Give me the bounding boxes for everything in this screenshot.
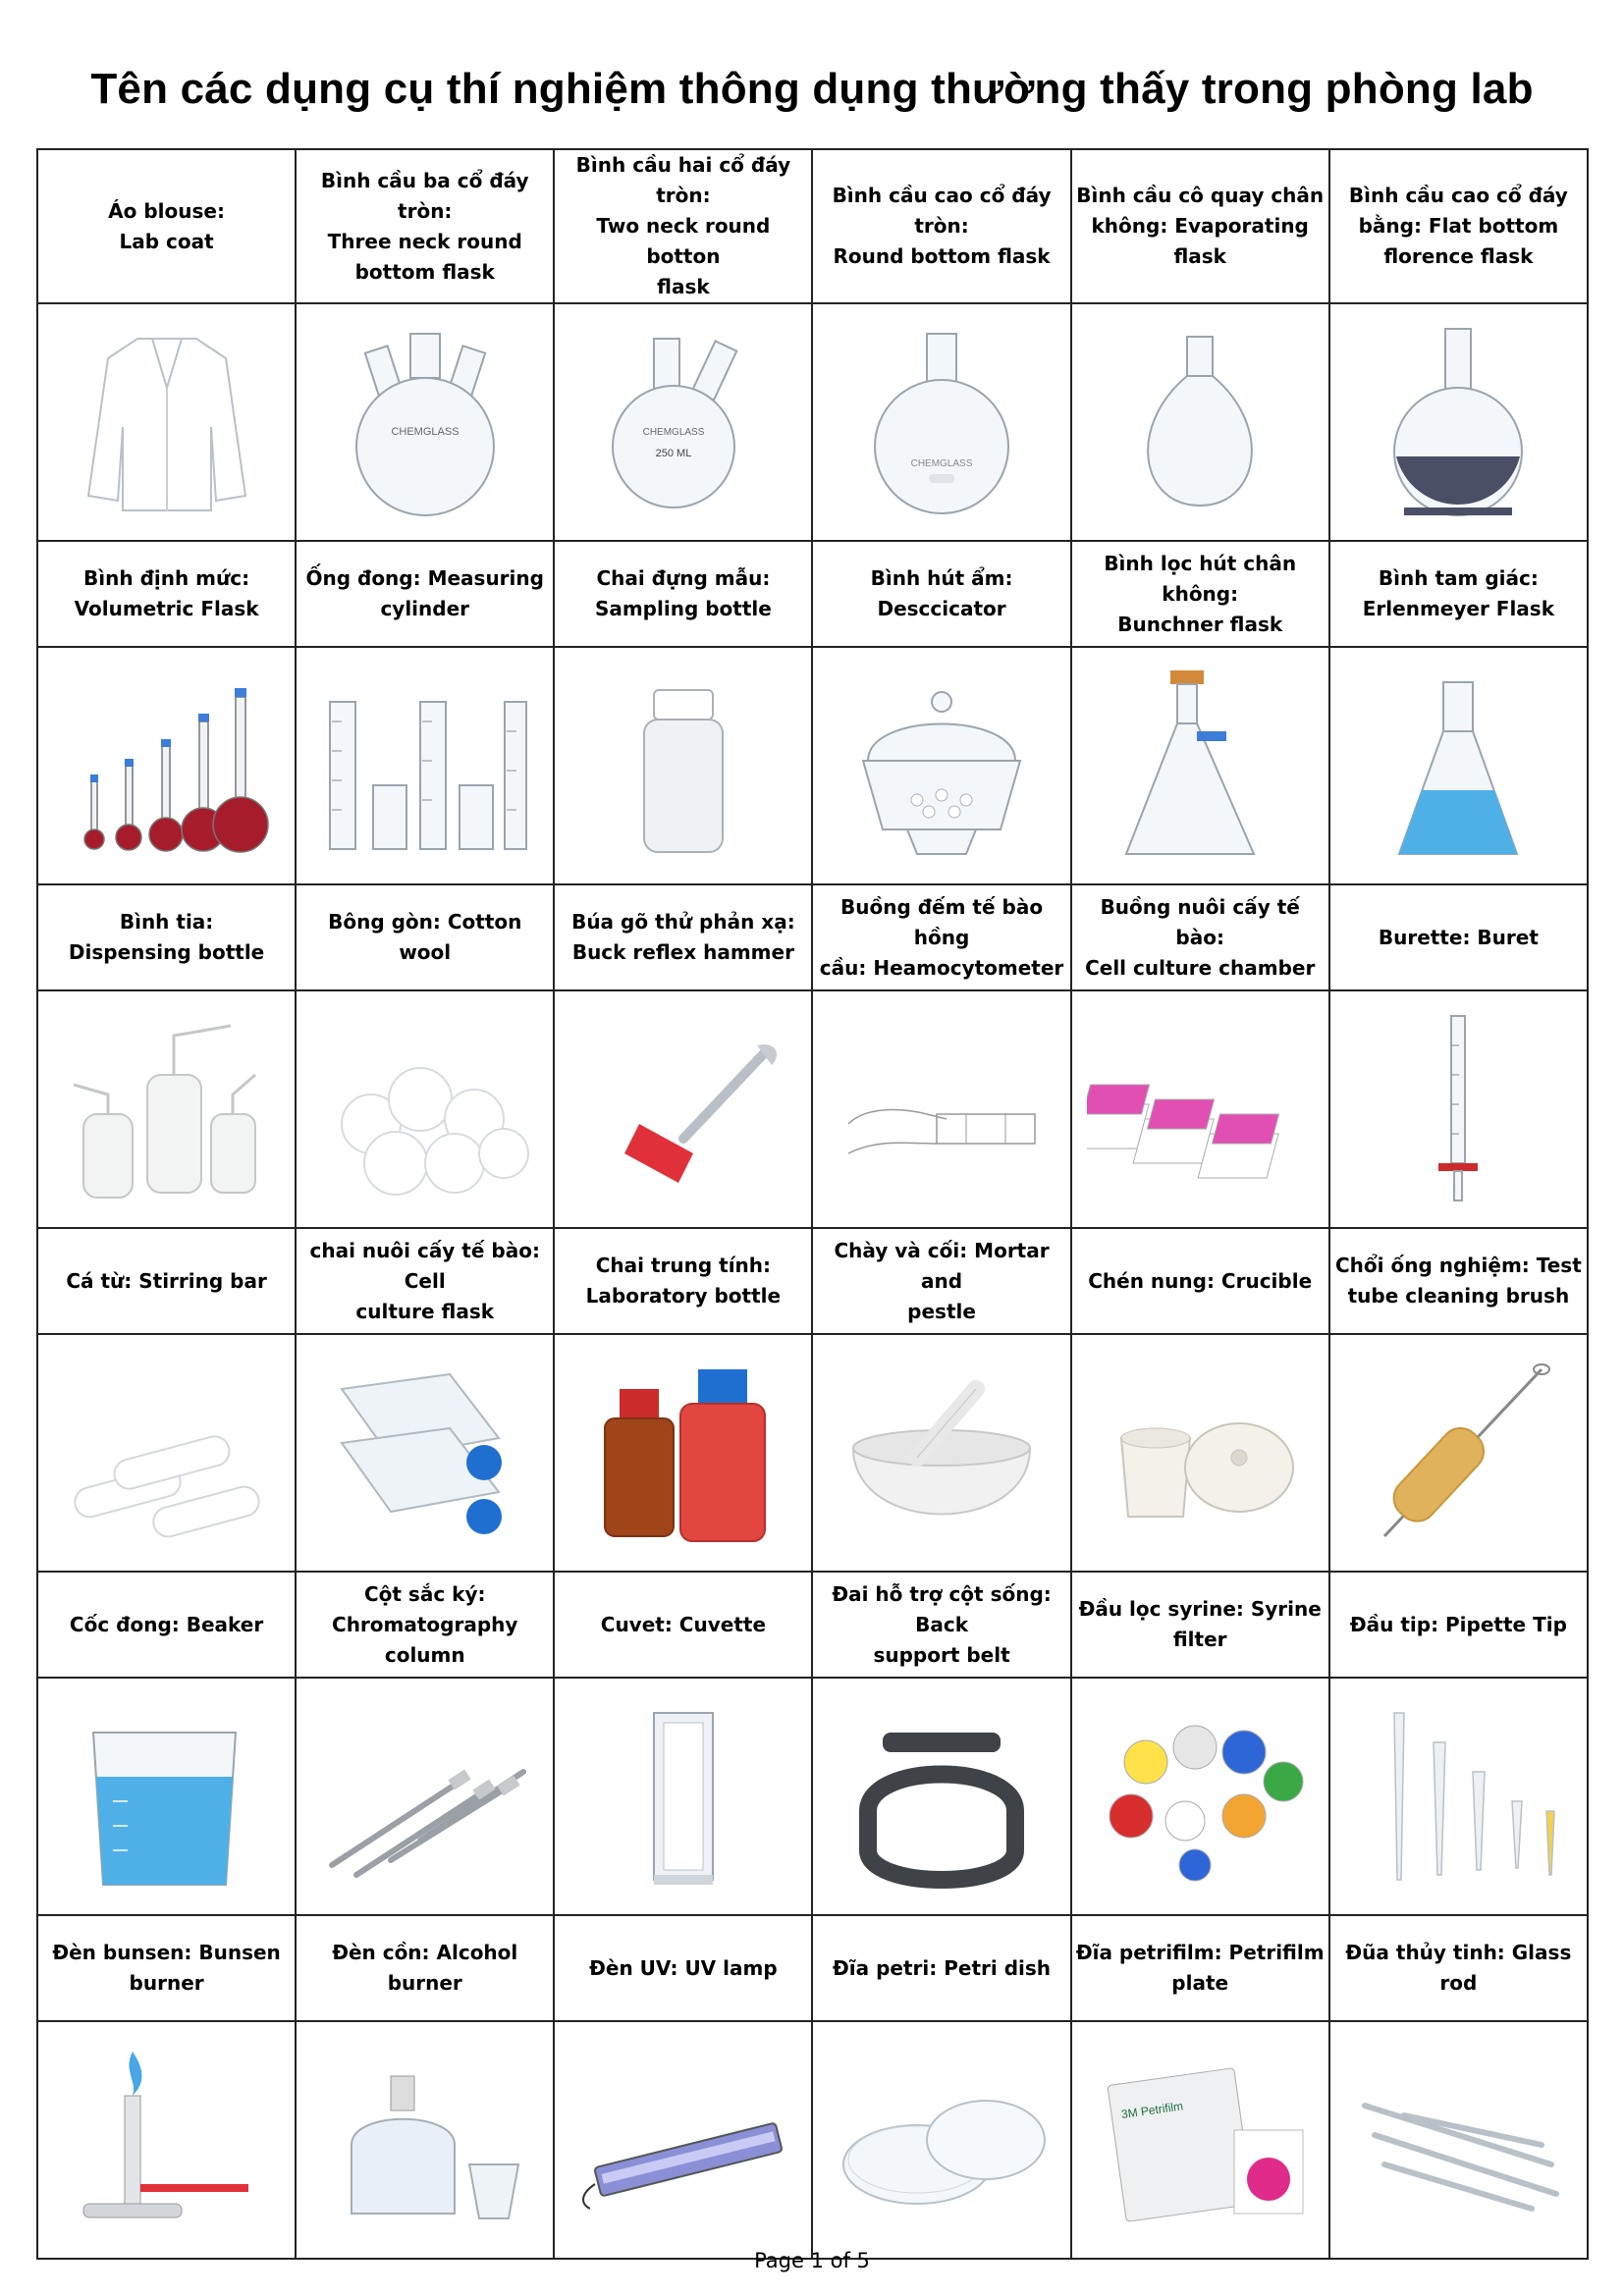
equipment-label-cell [812,884,1070,990]
equipment-name: Chổi ống nghiệm: Test tube cleaning brush [1335,1254,1582,1308]
equipment-name: Cột sắc ký: Chromatography column [332,1581,518,1667]
equipment-name: Ống đong: Measuring cylinder [305,566,544,620]
equipment-label-cell [554,884,812,990]
equipment-label-cell [296,149,554,303]
equipment-image-cell [1071,2021,1329,2259]
page-title: Tên các dụng cụ thí nghiệm thông dụng thường thấy trong phòng lab [90,65,1534,113]
image-row [37,2021,1588,2259]
equipment-image-cell [1329,2021,1588,2259]
equipment-label-cell [812,1572,1070,1678]
equipment-name: Cá từ: Stirring bar [66,1268,267,1293]
equipment-image-cell [1071,647,1329,884]
equipment-image-cell [1329,990,1588,1228]
cell-culture-flask-icon [312,1350,538,1556]
syringe-filter-icon [1087,1693,1313,1899]
equipment-label-cell [37,149,296,303]
equipment-name: Burette: Buret [1378,925,1539,949]
svg-text:250 ML: 250 ML [655,448,692,459]
equipment-label-cell [1071,884,1329,990]
glass-rod-icon [1345,2037,1571,2243]
equipment-name: Cốc đong: Beaker [69,1612,264,1636]
svg-text:CHEMGLASS: CHEMGLASS [642,427,705,438]
hemocytometer-icon [829,1006,1055,1212]
equipment-image-cell [37,2021,296,2259]
petrifilm-plate-icon [1087,2037,1313,2243]
equipment-label-cell [296,1228,554,1334]
equipment-image-cell [554,1334,812,1572]
equipment-image-cell [554,990,812,1228]
equipment-label-cell [1329,1572,1588,1678]
equipment-image-cell [37,990,296,1228]
equipment-label-cell [37,541,296,647]
equipment-name: Chai đựng mẫu: Sampling bottle [594,566,772,620]
cell-culture-chamber-icon [1087,1006,1313,1212]
equipment-label-cell [1329,1228,1588,1334]
equipment-label-cell [1071,1228,1329,1334]
sampling-bottle-icon [570,663,796,869]
equipment-image-cell [296,647,554,884]
pipette-tip-icon [1345,1693,1571,1899]
equipment-image-cell [296,2021,554,2259]
equipment-name: Cuvet: Cuvette [600,1612,767,1636]
alcohol-burner-icon [312,2037,538,2243]
equipment-label-cell [1329,1915,1588,2021]
burette-icon [1345,1006,1571,1212]
equipment-name: Đũa thủy tinh: Glass rod [1345,1941,1572,1995]
equipment-label-cell [554,541,812,647]
equipment-name: Bình tam giác: Erlenmeyer Flask [1362,566,1554,620]
crucible-icon [1087,1350,1313,1556]
equipment-image-cell [554,647,812,884]
beaker-icon [54,1693,280,1899]
equipment-image-cell [296,303,554,541]
equipment-image-cell [1071,303,1329,541]
equipment-name: Đầu tip: Pipette Tip [1349,1612,1567,1636]
equipment-label-cell [1071,541,1329,647]
equipment-image-cell [554,303,812,541]
equipment-label-cell [812,149,1070,303]
equipment-name: Áo blouse: Lab coat [108,198,225,253]
equipment-image-cell [812,990,1070,1228]
equipment-label-cell [554,1572,812,1678]
equipment-label-cell [554,149,812,303]
equipment-name: Bông gòn: Cotton wool [328,910,522,964]
back-support-belt-icon [829,1693,1055,1899]
equipment-label-cell [1071,149,1329,303]
equipment-image-cell [1071,990,1329,1228]
equipment-name: Bình lọc hút chân không: Bunchner flask [1104,551,1297,636]
label-row [37,884,1588,990]
svg-text:CHEMGLASS: CHEMGLASS [391,426,460,438]
equipment-label-cell [37,884,296,990]
equipment-image-cell [812,303,1070,541]
equipment-name: Đèn bunsen: Bunsen burner [52,1941,281,1995]
round-bottom-flask-icon [829,319,1055,525]
equipment-name: Buồng nuôi cấy tế bào: Cell culture chamber [1085,894,1316,980]
stirring-bar-icon [54,1350,280,1556]
equipment-image-cell [37,647,296,884]
equipment-image-cell [296,990,554,1228]
equipment-name: Đĩa petri: Petri dish [833,1955,1052,1980]
equipment-name: Đèn cồn: Alcohol burner [332,1941,518,1995]
lab-coat-icon [54,319,280,525]
equipment-label-cell [296,541,554,647]
buchner-flask-icon [1087,663,1313,869]
two-neck-flask-icon [570,319,796,525]
equipment-label-cell [812,1228,1070,1334]
equipment-name: Chén nung: Crucible [1088,1268,1313,1293]
svg-text:CHEMGLASS: CHEMGLASS [910,458,973,469]
equipment-label-cell [296,884,554,990]
equipment-label-cell [37,1228,296,1334]
equipment-name: Đĩa petrifilm: Petrifilm plate [1075,1941,1325,1995]
equipment-name: chai nuôi cấy tế bào: Cell culture flask [309,1238,540,1323]
bunsen-burner-icon [54,2037,280,2243]
equipment-image-cell [554,1678,812,1915]
equipment-label-cell [296,1915,554,2021]
label-row [37,149,1588,303]
equipment-label-cell [37,1572,296,1678]
equipment-image-cell [37,1678,296,1915]
volumetric-flask-icon [54,663,280,869]
equipment-image-cell [1071,1678,1329,1915]
image-row [37,1334,1588,1572]
equipment-name: Bình cầu hai cổ đáy tròn: Two neck round botton flask [575,153,791,298]
equipment-label-cell [812,541,1070,647]
label-row [37,1228,1588,1334]
svg-text:3M Petrifilm: 3M Petrifilm [1120,2099,1185,2121]
equipment-image-cell [37,1334,296,1572]
equipment-name: Buồng đếm tế bào hồng cầu: Heamocytometer [819,894,1064,980]
image-row [37,1678,1588,1915]
equipment-name: Đai hỗ trợ cột sống: Back support belt [832,1581,1052,1667]
dispensing-bottle-icon [54,1006,280,1212]
equipment-name: Đèn UV: UV lamp [589,1955,778,1980]
flat-bottom-flask-icon [1345,319,1571,525]
petri-dish-icon [829,2037,1055,2243]
cuvette-icon [570,1693,796,1899]
equipment-name: Đầu lọc syrine: Syrine filter [1078,1597,1322,1651]
equipment-name: Búa gõ thử phản xạ: Buck reflex hammer [571,910,795,964]
equipment-name: Bình định mức: Volumetric Flask [74,566,259,620]
mortar-pestle-icon [829,1350,1055,1556]
equipment-image-cell [1329,303,1588,541]
equipment-label-cell [1071,1915,1329,2021]
equipment-image-cell [1329,1678,1588,1915]
erlenmeyer-flask-icon [1345,663,1571,869]
equipment-label-cell [554,1228,812,1334]
equipment-label-cell [1329,884,1588,990]
equipment-name: Bình tia: Dispensing bottle [68,910,265,964]
equipment-label-cell [812,1915,1070,2021]
cotton-wool-icon [312,1006,538,1212]
equipment-name: Chày và cối: Mortar and pestle [834,1238,1050,1323]
equipment-name: Bình cầu cao cổ đáy tròn: Round bottom flask [832,184,1052,268]
equipment-image-cell [554,2021,812,2259]
equipment-image-cell [812,2021,1070,2259]
equipment-label-cell [37,1915,296,2021]
laboratory-bottle-icon [570,1350,796,1556]
evaporating-flask-icon [1087,319,1313,525]
equipment-label-cell [554,1915,812,2021]
equipment-name: Bình cầu cô quay chân không: Evaporating flask [1076,184,1325,268]
equipment-image-cell [812,1334,1070,1572]
equipment-image-cell [812,647,1070,884]
image-row [37,990,1588,1228]
equipment-name: Bình cầu cao cổ đáy bằng: Flat bottom florence flask [1348,184,1568,268]
equipment-label-cell [1329,149,1588,303]
image-row [37,647,1588,884]
uv-lamp-icon [570,2037,796,2243]
equipment-image-cell [296,1334,554,1572]
page-footer: Page 1 of 5 [754,2249,870,2272]
label-row [37,1915,1588,2021]
three-neck-flask-icon [312,319,538,525]
equipment-table [36,148,1589,2260]
equipment-label-cell [1071,1572,1329,1678]
equipment-name: Chai trung tính: Laboratory bottle [585,1254,782,1308]
equipment-label-cell [1329,541,1588,647]
equipment-image-cell [1329,1334,1588,1572]
image-row [37,303,1588,541]
equipment-name: Bình hút ẩm: Desccicator [870,566,1013,620]
reflex-hammer-icon [570,1006,796,1212]
label-row [37,541,1588,647]
equipment-image-cell [1329,647,1588,884]
desiccator-icon [829,663,1055,869]
equipment-image-cell [296,1678,554,1915]
equipment-label-cell [296,1572,554,1678]
test-tube-brush-icon [1345,1350,1571,1556]
equipment-image-cell [37,303,296,541]
measuring-cylinder-icon [312,663,538,869]
chromatography-column-icon [312,1693,538,1899]
equipment-image-cell [812,1678,1070,1915]
label-row [37,1572,1588,1678]
equipment-name: Bình cầu ba cổ đáy tròn: Three neck round bottom flask [320,168,529,284]
equipment-image-cell [1071,1334,1329,1572]
